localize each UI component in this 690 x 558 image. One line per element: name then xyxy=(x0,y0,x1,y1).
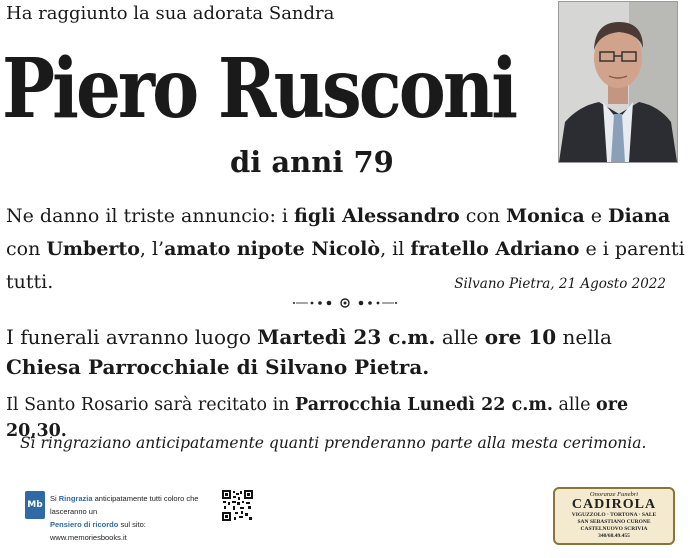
intro-text: Ha raggiunto la sua adorata Sandra xyxy=(6,3,335,24)
rosary-paragraph: Il Santo Rosario sarà recitato in Parrocchia Lunedì 22 c.m. alle ore 20,30. xyxy=(6,395,629,441)
memories-text: Si Ringrazia anticipatamente tutti coloro che lasceranno un Pensiero di ricordo sul sito: www.memoriesbooks.it xyxy=(50,494,199,542)
divider-ornament-icon xyxy=(290,295,400,311)
funeral-home-caption: Onoranze Funebri xyxy=(589,491,639,498)
place-date: Silvano Pietra, 21 Agosto 2022 xyxy=(454,276,666,292)
portrait-photo xyxy=(558,1,678,163)
funeral-home-plaque xyxy=(553,487,675,545)
deceased-name: Piero Rusconi xyxy=(2,39,516,137)
funeral-home-line: VIGUZZOLO · TORTONA · SALE xyxy=(571,512,657,518)
age-text: di anni 79 xyxy=(230,145,394,179)
funeral-home-line: SAN SEBASTIANO CURONE xyxy=(577,519,651,525)
qr-code-icon[interactable] xyxy=(222,490,253,521)
funeral-paragraph: I funerali avranno luogo Martedì 23 c.m. alle ore 10 nella Chiesa Parrocchiale di Silvano Pietra. xyxy=(6,325,612,379)
memories-book-icon: Mb xyxy=(25,491,45,519)
funeral-home-line: CASTELNUOVO SCRIVIA xyxy=(580,526,648,532)
funeral-home-brand: CADIROLA xyxy=(571,497,657,512)
announcement-paragraph: Ne danno il triste annuncio: i figli Alessandro con Monica e Diana con Umberto, l’amato nipote Nicolò, il fratello Adriano e i parenti tutti. xyxy=(6,205,685,293)
thanks-text: Si ringraziano anticipatamente quanti prenderanno parte alla mesta cerimonia. xyxy=(20,434,647,452)
funeral-home-phone: 340/68.49.455 xyxy=(598,533,630,539)
